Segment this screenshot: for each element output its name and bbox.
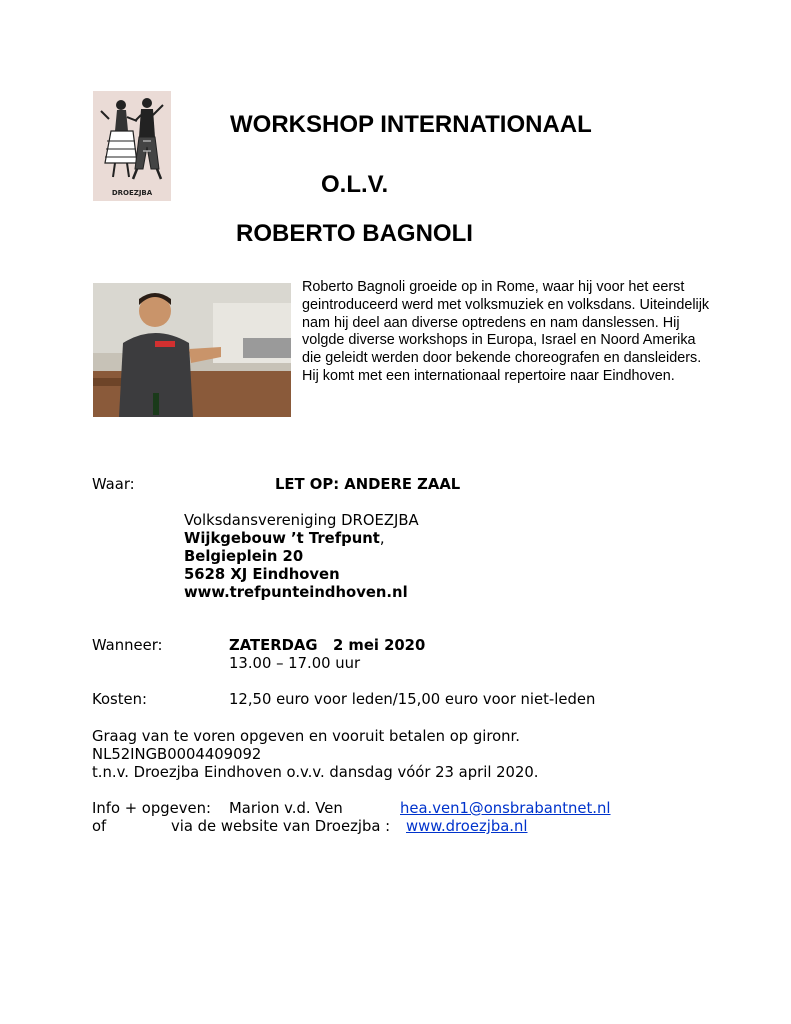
payment-line-1: Graag van te voren opgeven en vooruit betalen op gironr. bbox=[92, 728, 520, 745]
where-label: Waar: bbox=[92, 476, 135, 493]
instructor-photo bbox=[93, 283, 291, 417]
title-workshop: WORKSHOP INTERNATIONAAL bbox=[230, 111, 592, 138]
payment-line-3: t.n.v. Droezjba Eindhoven o.v.v. dansdag vóór 23 april 2020. bbox=[92, 764, 539, 781]
venue-line bbox=[184, 530, 385, 548]
venue-suffix: , bbox=[379, 530, 385, 547]
bio-paragraph-2: Hij komt met een internationaal repertoire naar Eindhoven. bbox=[302, 367, 675, 384]
via-website-text: via de website van Droezjba : bbox=[171, 818, 391, 835]
droezjba-website-link[interactable]: www.droezjba.nl bbox=[406, 818, 528, 835]
title-name: ROBERTO BAGNOLI bbox=[236, 220, 473, 247]
bio-paragraph-1: Roberto Bagnoli groeide op in Rome, waar hij voor het eerst geintroduceerd werd met volksmuziek en volksdans. Uiteindelijk nam hij deel aan diverse optredens en nam danslessen. Hij volgde diverse workshops in Europa, Israel en Noord Amerika die geleidt werden door bekende choreografen en dansleiders. bbox=[302, 279, 710, 367]
event-date: ZATERDAG 2 mei 2020 bbox=[229, 637, 426, 654]
contact-label: Info + opgeven: bbox=[92, 800, 211, 817]
event-time: 13.00 – 17.00 uur bbox=[229, 655, 361, 672]
logo-caption: DROEZJBA bbox=[111, 189, 153, 197]
venue-website: www.trefpunteindhoven.nl bbox=[184, 584, 408, 601]
costs-label: Kosten: bbox=[92, 691, 147, 708]
org-name: Volksdansvereniging DROEZJBA bbox=[184, 512, 419, 529]
contact-name: Marion v.d. Ven bbox=[229, 800, 343, 817]
venue-name: Wijkgebouw ’t Trefpunt bbox=[184, 530, 380, 547]
droezjba-logo bbox=[93, 91, 171, 201]
dancers-illustration bbox=[93, 91, 171, 201]
payment-iban: NL52INGB0004409092 bbox=[92, 746, 262, 763]
contact-email-link[interactable]: hea.ven1@onsbrabantnet.nl bbox=[400, 800, 611, 817]
where-notice: LET OP: ANDERE ZAAL bbox=[275, 476, 461, 493]
title-olv: O.L.V. bbox=[321, 171, 389, 198]
city-address: 5628 XJ Eindhoven bbox=[184, 566, 340, 583]
when-label: Wanneer: bbox=[92, 637, 163, 654]
street-address: Belgieplein 20 bbox=[184, 548, 304, 565]
bio-text bbox=[302, 279, 712, 386]
costs-value: 12,50 euro voor leden/15,00 euro voor niet-leden bbox=[229, 691, 596, 708]
or-label: of bbox=[92, 818, 107, 835]
instructor-photo-graphic bbox=[93, 283, 291, 417]
